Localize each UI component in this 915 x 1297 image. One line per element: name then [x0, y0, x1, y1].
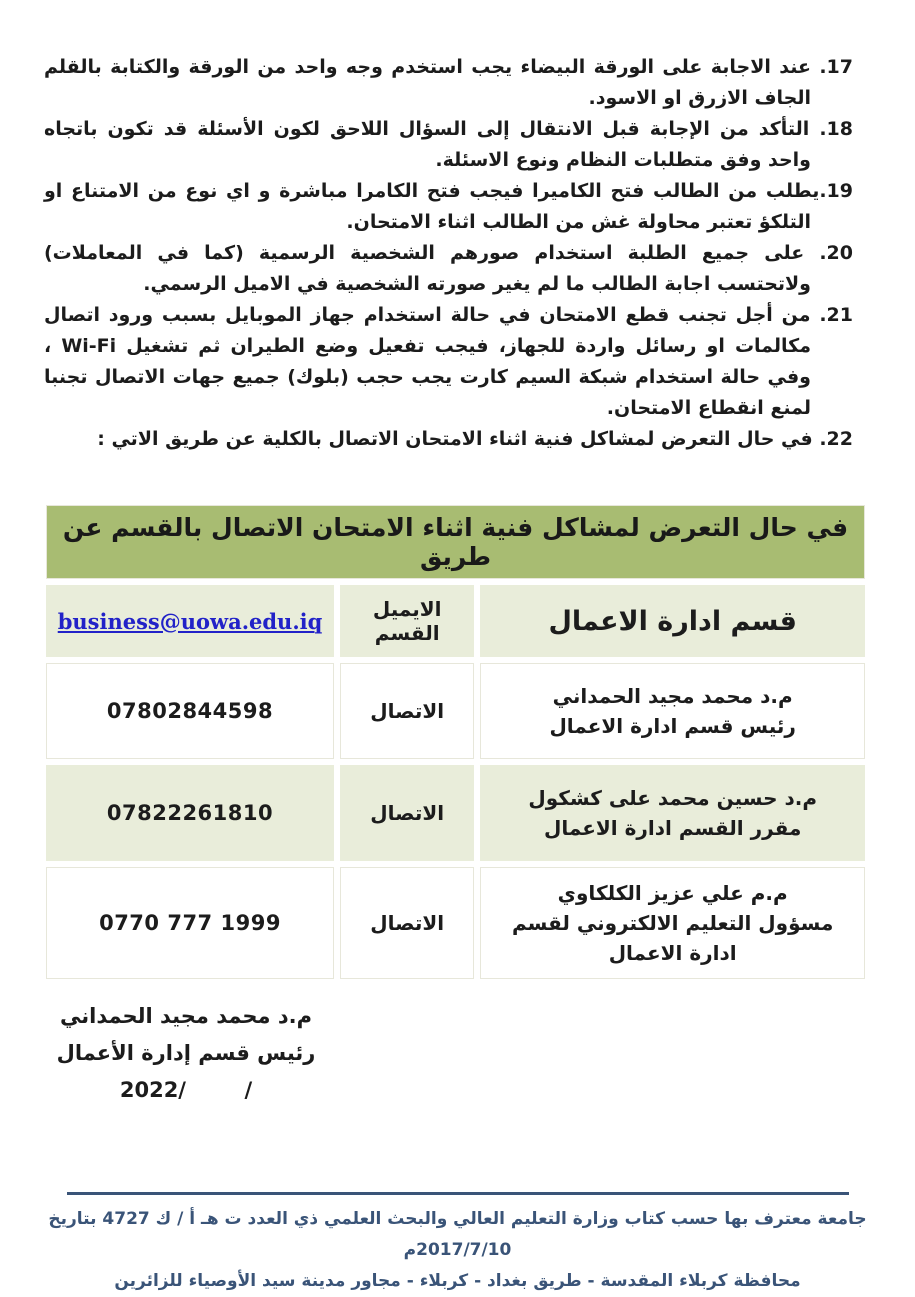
table-title-row [46, 505, 865, 579]
signature-date: 2022/ / [119, 1078, 253, 1102]
signature-name: م.د محمد مجيد الحمداني [59, 1004, 313, 1028]
page-footer [0, 1192, 915, 1297]
contact-role: رئيس قسم ادارة الاعمال [549, 714, 796, 738]
signature-title: رئيس قسم إدارة الأعمال [56, 1041, 316, 1065]
contact-row-elearning-officer [46, 867, 865, 979]
department-name-cell: قسم ادارة الاعمال [480, 585, 865, 657]
contact-label-cell: الاتصال [340, 867, 474, 979]
footer-address-line: محافظة كربلاء المقدسة - طريق بغداد - كربلاء - مجاور مدينة سيد الأوصياء للزائرين [114, 1271, 801, 1291]
contact-label-cell: الاتصال [340, 663, 474, 759]
footer-divider [67, 1192, 849, 1195]
contact-name: م.م علي عزيز الكلكاوي [557, 881, 788, 905]
contact-row-department-rapporteur [46, 765, 865, 861]
contact-person-cell [480, 765, 865, 861]
contact-table-wrapper [40, 499, 871, 985]
contact-label-cell: الاتصال [340, 765, 474, 861]
rule-item-21: 21. من أجل تجنب قطع الامتحان في حالة استخدام جهاز الموبايل بسبب ورود اتصال مكالمات او رسائل واردة للجهاز، فيجب تفعيل وضع الطيران ثم تشغيل Wi-Fi ، وفي حالة استخدام شبكة السيم كارت يجب حجب (بلوك) جميع جهات الاتصال تجنبا لمنع انقطاع الامتحان. [44, 304, 853, 419]
contact-table [40, 499, 871, 985]
rule-item-22: 22. في حال التعرض لمشاكل فنية اثناء الامتحان الاتصال بالكلية عن طريق الاتي : [97, 428, 853, 450]
department-email-row [46, 585, 865, 657]
email-value-cell [46, 585, 334, 657]
contact-phone: 07802844598 [46, 663, 334, 759]
rule-item-20: 20. على جميع الطلبة استخدام صورهم الشخصية الرسمية (كما في المعاملات) ولاتحتسب اجابة الطالب ما لم يغير صورته الشخصية في الاميل الرسمي. [44, 242, 853, 295]
email-label-cell: الايميل القسم [340, 585, 474, 657]
contact-person-cell [480, 663, 865, 759]
signature-block [50, 998, 322, 1109]
exam-rules-list [0, 0, 915, 455]
footer-accreditation-line: جامعة معترف بها حسب كتاب وزارة التعليم العالي والبحث العلمي ذي العدد ت هـ أ / ك 4727 بتاريخ 2017/7/10م [48, 1209, 867, 1260]
contact-person-cell [480, 867, 865, 979]
contact-name: م.د حسين محمد على كشكول [528, 786, 817, 810]
department-email-link[interactable]: business@uowa.edu.iq [57, 608, 323, 634]
contact-phone: 0770 777 1999 [46, 867, 334, 979]
contact-role: مقرر القسم ادارة الاعمال [543, 816, 802, 840]
table-title: في حال التعرض لمشاكل فنية اثناء الامتحان الاتصال بالقسم عن طريق [46, 505, 865, 579]
contact-phone: 07822261810 [46, 765, 334, 861]
contact-name: م.د محمد مجيد الحمداني [552, 684, 793, 708]
contact-row-head-of-department [46, 663, 865, 759]
rule-item-17: 17. عند الاجابة على الورقة البيضاء يجب استخدم وجه واحد من الورقة والكتابة بالقلم الجاف الازرق او الاسود. [44, 56, 853, 109]
rule-item-18: 18. التأكد من الإجابة قبل الانتقال إلى السؤال اللاحق لكون الأسئلة قد تكون باتجاه واحد وفق متطلبات النظام ونوع الاسئلة. [44, 118, 853, 171]
rule-item-19: 19.يطلب من الطالب فتح الكاميرا فيجب فتح الكامرا مباشرة و اي نوع من الامتناع او التلكؤ تعتبر محاولة غش من الطالب اثناء الامتحان. [44, 180, 853, 233]
contact-role: مسؤول التعليم الالكتروني لقسم ادارة الاعمال [511, 911, 834, 965]
